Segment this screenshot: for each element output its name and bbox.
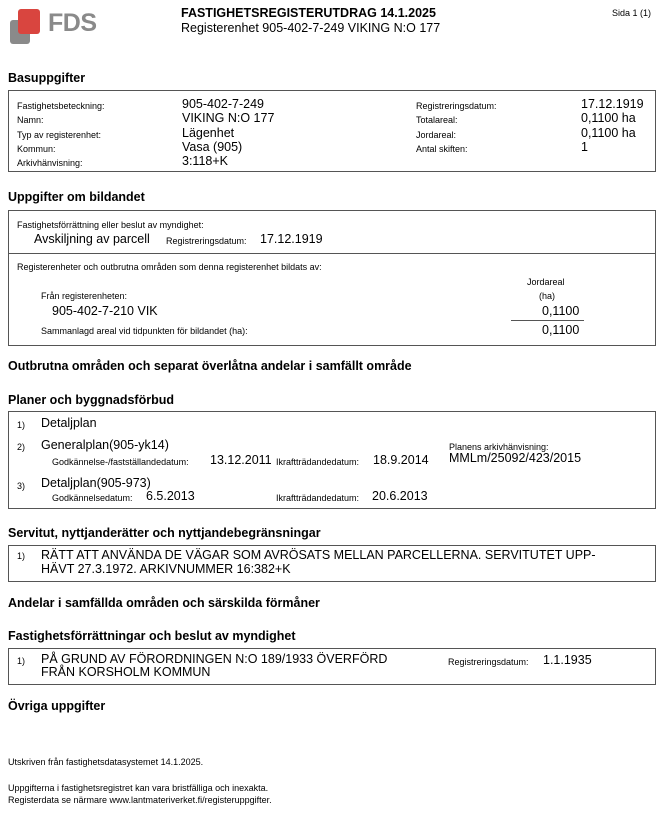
value-jordareal: 0,1100 ha xyxy=(581,126,636,140)
page-number: Sida 1 (1) xyxy=(612,8,652,18)
value-forrattning: Avskiljning av parcell xyxy=(34,232,150,246)
plan-3-d2-value: 20.6.2013 xyxy=(372,489,428,503)
section-heading-andelar: Andelar i samfällda områden och särskilda förmåner xyxy=(8,596,320,610)
section-heading-bildandet: Uppgifter om bildandet xyxy=(8,190,145,204)
plan-2-d2-value: 18.9.2014 xyxy=(373,453,429,467)
logo-red-square xyxy=(18,9,40,34)
plan-3-d2-label: Ikraftträdandedatum: xyxy=(276,493,360,503)
value-arkivhanvisning: 3:118+K xyxy=(182,154,228,168)
bildandet-divider xyxy=(8,253,656,254)
section-heading-planer: Planer och byggnadsförbud xyxy=(8,393,174,407)
document-title: FASTIGHETSREGISTERUTDRAG 14.1.2025 xyxy=(181,6,436,20)
plan-3-d1-value: 6.5.2013 xyxy=(146,489,195,503)
basuppgifter-box xyxy=(8,90,656,172)
forrattning-reg-value: 1.1.1935 xyxy=(543,653,592,667)
plan-2-d1-label: Godkännelse-/fastställandedatum: xyxy=(52,457,189,467)
servitut-line2: HÄVT 27.3.1972. ARKIVNUMMER 16:382+K xyxy=(41,562,291,576)
plan-2-num: 2) xyxy=(17,442,26,452)
label-namn: Namn: xyxy=(17,115,44,125)
section-heading-basuppgifter: Basuppgifter xyxy=(8,71,86,85)
section-heading-forrattningar: Fastighetsförrättningar och beslut av myndighet xyxy=(8,629,296,643)
label-registerenheter: Registerenheter och outbrutna områden som denna registerenhet bildats av: xyxy=(17,262,322,272)
logo-text: FDS xyxy=(48,9,97,37)
plan-3-num: 3) xyxy=(17,481,26,491)
plan-2-arkiv-value: MMLm/25092/423/2015 xyxy=(449,451,582,465)
servitut-line1: RÄTT ATT ANVÄNDA DE VÄGAR SOM AVRÖSATS MELLAN PARCELLERNA. SERVITUTET UPP- xyxy=(41,548,596,562)
plan-2-d2-label: Ikraftträdandedatum: xyxy=(276,457,360,467)
section-heading-ovriga: Övriga uppgifter xyxy=(8,699,106,713)
value-typ: Lägenhet xyxy=(182,126,235,140)
forrattning-num: 1) xyxy=(17,656,26,666)
value-fran-area: 0,1100 xyxy=(542,304,580,318)
label-sammanlagd-areal: Sammanlagd areal vid tidpunkten för bildandet (ha): xyxy=(41,326,248,336)
value-namn: VIKING N:O 177 xyxy=(182,111,275,125)
value-antal-skiften: 1 xyxy=(581,140,588,154)
footer-printed: Utskriven från fastighetsdatasystemet 14.1.2025. xyxy=(8,757,204,767)
plan-3-d1-label: Godkännelsedatum: xyxy=(52,493,133,503)
label-forrattning: Fastighetsförrättning eller beslut av myndighet: xyxy=(17,220,204,230)
plan-2-name: Generalplan(905-yk14) xyxy=(41,438,169,452)
label-arkivhanvisning: Arkivhänvisning: xyxy=(17,158,83,168)
forrattning-line2: FRÅN KORSHOLM KOMMUN xyxy=(41,665,211,679)
sum-line xyxy=(511,320,584,321)
label-bildandet-registreringsdatum: Registreringsdatum: xyxy=(166,236,247,246)
fds-logo xyxy=(8,6,98,46)
label-ha-unit: (ha) xyxy=(539,291,556,301)
plan-1-num: 1) xyxy=(17,420,26,430)
value-fastighetsbeteckning: 905-402-7-249 xyxy=(182,97,265,111)
document-subtitle: Registerenhet 905-402-7-249 VIKING N:O 177 xyxy=(181,21,441,35)
label-totalareal: Totalareal: xyxy=(416,115,458,125)
label-antal-skiften: Antal skiften: xyxy=(416,144,468,154)
value-fran-registerenheten: 905-402-7-210 VIK xyxy=(52,304,158,318)
forrattning-reg-label: Registreringsdatum: xyxy=(448,657,529,667)
plan-2-arkiv-label: Planens arkivhänvisning: xyxy=(449,442,549,452)
section-heading-outbrutna: Outbrutna områden och separat överlåtna andelar i samfällt område xyxy=(8,359,412,373)
plan-2-d1-value: 13.12.2011 xyxy=(210,453,272,467)
label-registreringsdatum: Registreringsdatum: xyxy=(416,101,497,111)
section-heading-servitut: Servitut, nyttjanderätter och nyttjandebegränsningar xyxy=(8,526,321,540)
footer-disclaimer: Uppgifterna i fastighetsregistret kan vara bristfälliga och inexakta. xyxy=(8,783,269,793)
value-totalareal: 0,1100 ha xyxy=(581,111,636,125)
plan-3-name: Detaljplan(905-973) xyxy=(41,476,151,490)
forrattning-line1: PÅ GRUND AV FÖRORDNINGEN N:O 189/1933 ÖVERFÖRD xyxy=(41,652,388,666)
value-kommun: Vasa (905) xyxy=(182,140,243,154)
label-fran-registerenheten: Från registerenheten: xyxy=(41,291,128,301)
label-jordareal: Jordareal: xyxy=(416,130,457,140)
servitut-num: 1) xyxy=(17,551,26,561)
value-bildandet-registreringsdatum: 17.12.1919 xyxy=(260,232,323,246)
value-sammanlagd-areal: 0,1100 xyxy=(542,323,580,337)
value-registreringsdatum: 17.12.1919 xyxy=(581,97,644,111)
label-kommun: Kommun: xyxy=(17,144,56,154)
label-typ: Typ av registerenhet: xyxy=(17,130,102,140)
label-fastighetsbeteckning: Fastighetsbeteckning: xyxy=(17,101,105,111)
plan-1-name: Detaljplan xyxy=(41,416,97,430)
footer-link[interactable]: Registerdata se närmare www.lantmateriverket.fi/registeruppgifter. xyxy=(8,795,272,805)
label-jordareal-col: Jordareal xyxy=(527,277,565,287)
